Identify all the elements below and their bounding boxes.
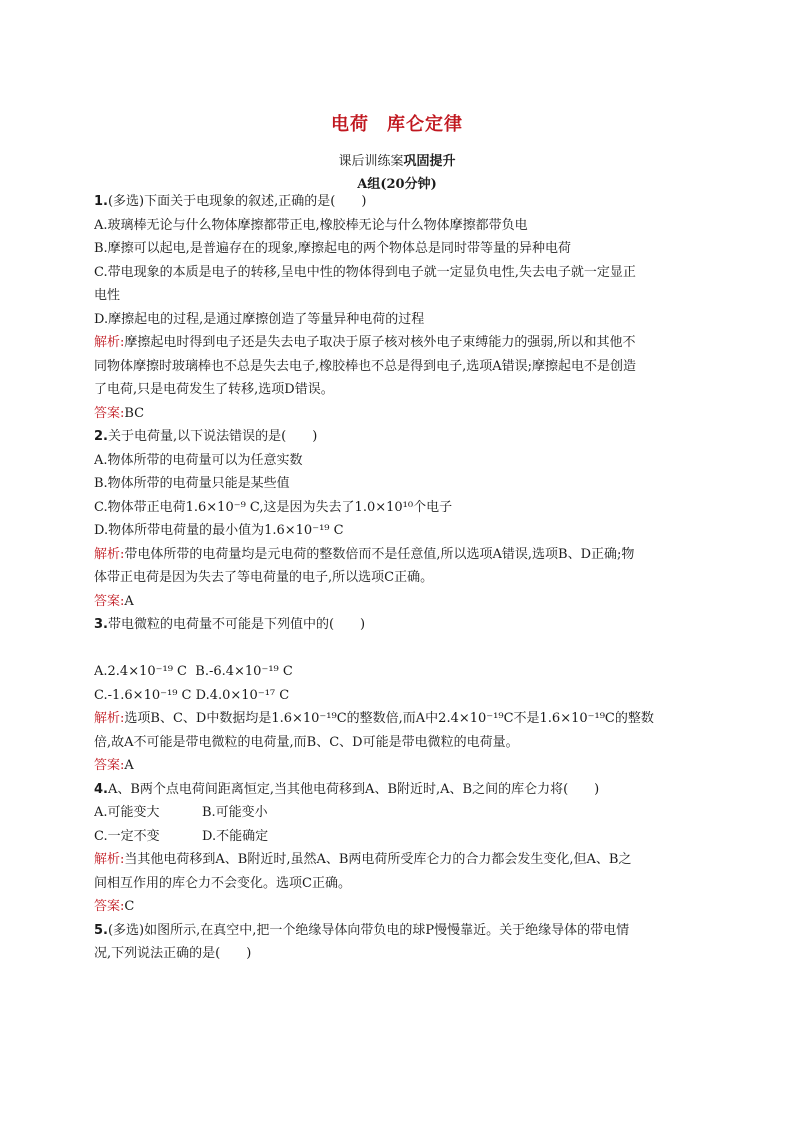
answer-value: C: [124, 899, 135, 914]
answer-value: BC: [124, 405, 145, 421]
question-3-stem: [94, 613, 696, 637]
question-3-options-row-1: [94, 660, 696, 684]
question-1-option-a: A.玻璃棒无论与什么物体摩擦都带正电,橡胶棒无论与什么物体摩擦都带负电: [94, 217, 528, 233]
group-heading: A组(20分钟): [357, 177, 437, 192]
answer-label: 答案:: [94, 899, 125, 914]
analysis-label: 解析:: [94, 335, 125, 350]
question-4-option-d: D.不能确定: [202, 828, 269, 844]
analysis-text: 当其他电荷移到A、B附近时,虽然A、B两电荷所受库仑力的合力都会发生变化,但A、B之: [124, 852, 632, 867]
question-2-answer: [94, 590, 696, 614]
question-text: A、B两个点电荷间距离恒定,当其他电荷移到A、B附近时,A、B之间的库仑力将( ): [107, 781, 600, 797]
question-4-stem: [94, 778, 696, 802]
title-part-1: 电荷: [331, 114, 369, 135]
spacer: [94, 637, 696, 661]
answer-value: A: [124, 758, 134, 773]
question-3-option-d: D.4.0×10⁻¹⁷ C: [195, 687, 290, 703]
analysis-text: 摩擦起电时得到电子还是失去电子取决于原子核对核外电子束缚能力的强弱,所以和其他不: [124, 335, 636, 350]
question-2-option-d: D.物体所带电荷量的最小值为1.6×10⁻¹⁹ C: [94, 523, 344, 538]
answer-label: 答案:: [94, 593, 125, 609]
question-2-option-c: C.物体带正电荷1.6×10⁻⁹ C,这是因为失去了1.0×10¹⁰个电子: [94, 499, 453, 515]
question-4-option-b: B.可能变小: [202, 805, 268, 820]
question-number: 4.: [94, 781, 108, 797]
question-text: (多选)下面关于电现象的叙述,正确的是( ): [107, 194, 367, 209]
question-1-option-c-line-1: C.带电现象的本质是电子的转移,呈电中性的物体得到电子就一定显负电性,失去电子就一定显正: [94, 264, 636, 280]
question-4-options-row-1: [94, 801, 696, 825]
question-2-analysis-line-2: 体带正电荷是因为失去了等电荷量的电子,所以选项C正确。: [94, 570, 434, 585]
question-4-analysis-line-2: 间相互作用的库仑力不会变化。选项C正确。: [94, 875, 351, 891]
analysis-label: 解析:: [94, 546, 125, 562]
question-1-analysis-line-2: 同物体摩擦时玻璃棒也不总是失去电子,橡胶棒也不总是得到电子,选项A错误;摩擦起电不是创造: [94, 358, 637, 374]
page-title: [0, 110, 794, 136]
question-number: 2.: [94, 429, 108, 444]
analysis-text: 选项B、C、D中数据均是1.6×10⁻¹⁹C的整数倍,而A中2.4×10⁻¹⁹C不是1.6×10⁻¹⁹C的整数: [124, 711, 654, 726]
question-3-analysis-line-2: 倍,故A不可能是带电微粒的电荷量,而B、C、D可能是带电微粒的电荷量。: [94, 734, 519, 750]
question-3-analysis-line-1: [94, 707, 696, 731]
question-number: 1.: [94, 194, 108, 209]
question-2-option-b: B.物体所带的电荷量只能是某些值: [94, 476, 290, 491]
question-5-stem-line-1: [94, 919, 696, 943]
question-3-option-a: A.2.4×10⁻¹⁹ C: [94, 664, 187, 679]
question-text: (多选)如图所示,在真空中,把一个绝缘导体向带负电的球P慢慢靠近。关于绝缘导体的带电情: [107, 922, 630, 938]
question-1-analysis-line-3: 了电荷,只是电荷发生了转移,选项D错误。: [94, 382, 334, 397]
question-3-option-c: C.-1.6×10⁻¹⁹ C: [94, 687, 192, 703]
question-1-stem: [94, 190, 696, 214]
analysis-text: 带电体所带的电荷量均是元电荷的整数倍而不是任意值,所以选项A错误,选项B、D正确;物: [124, 546, 635, 562]
question-3-option-b: B.-6.4×10⁻¹⁹ C: [195, 664, 293, 679]
question-1-option-c-line-2: 电性: [94, 288, 121, 303]
question-1-option-b: B.摩擦可以起电,是普遍存在的现象,摩擦起电的两个物体总是同时带等量的异种电荷: [94, 241, 571, 256]
question-1-answer: [94, 402, 696, 426]
question-3-options-row-2: [94, 684, 696, 708]
question-2-stem: [94, 425, 696, 449]
section-subtitle: [0, 150, 794, 169]
question-3-answer: [94, 754, 696, 778]
question-5-stem-line-2: 况,下列说法正确的是( ): [94, 946, 252, 961]
answer-label: 答案:: [94, 758, 125, 773]
question-number: 3.: [94, 617, 108, 632]
question-4-analysis-line-1: [94, 848, 696, 872]
question-1-analysis-line-1: [94, 331, 696, 355]
question-1-option-d: D.摩擦起电的过程,是通过摩擦创造了等量异种电荷的过程: [94, 311, 425, 327]
answer-value: A: [124, 593, 134, 609]
subtitle-bold: 巩固提升: [403, 154, 456, 169]
analysis-label: 解析:: [94, 711, 125, 726]
question-list: [94, 190, 696, 966]
question-text: 带电微粒的电荷量不可能是下列值中的( ): [107, 617, 366, 632]
analysis-label: 解析:: [94, 852, 125, 867]
question-4-option-a: A.可能变大: [94, 805, 160, 820]
answer-label: 答案:: [94, 405, 125, 421]
question-2-option-a: A.物体所带的电荷量可以为任意实数: [94, 452, 303, 468]
subtitle-prefix: 课后训练案: [338, 154, 404, 169]
question-number: 5.: [94, 922, 108, 938]
title-part-2: 库仑定律: [387, 114, 463, 135]
question-4-answer: [94, 895, 696, 919]
question-4-options-row-2: [94, 825, 696, 849]
question-4-option-c: C.一定不变: [94, 828, 160, 844]
question-text: 关于电荷量,以下说法错误的是( ): [107, 429, 318, 444]
question-2-analysis-line-1: [94, 543, 696, 567]
